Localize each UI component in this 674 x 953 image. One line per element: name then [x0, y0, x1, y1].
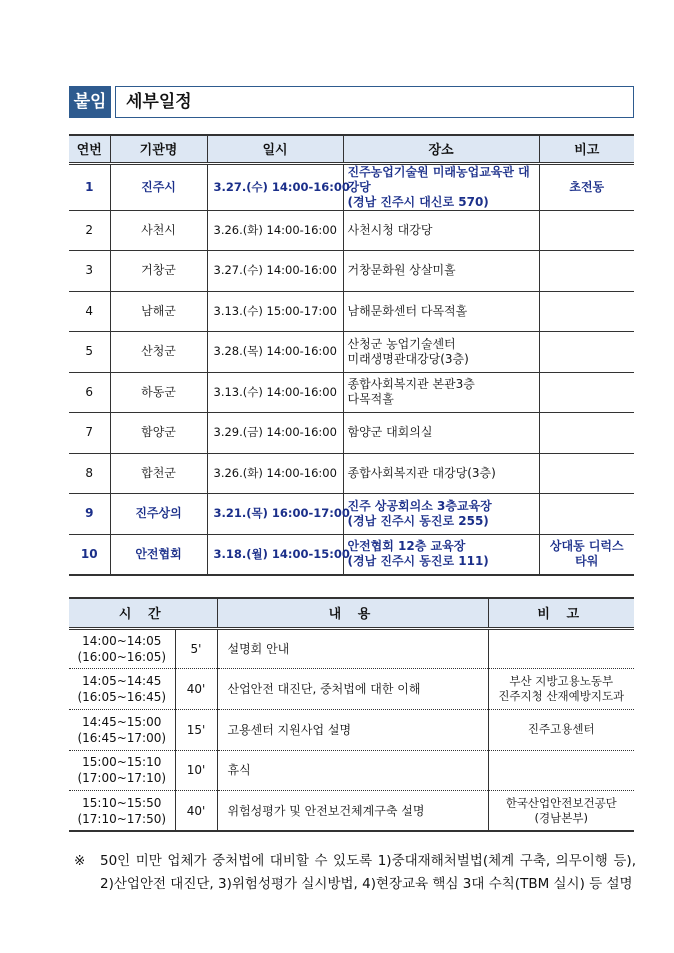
session-content: 설명회 안내 [217, 628, 488, 669]
event-datetime: 3.26.(화) 14:00-16:00 [207, 210, 343, 251]
event-note [539, 453, 634, 494]
place-line: 함양군 대회의실 [347, 425, 433, 440]
row-number: 2 [69, 210, 110, 251]
footnote [74, 850, 636, 896]
place-line: 안전협회 12층 교육장 [347, 539, 466, 553]
row-number: 7 [69, 413, 110, 454]
event-datetime: 3.28.(목) 14:00-16:00 [207, 332, 343, 373]
session-time [69, 709, 175, 750]
session-presenter [488, 628, 634, 669]
place-line: 사천시청 대강당 [347, 222, 433, 237]
event-note [539, 210, 634, 251]
org-name: 하동군 [110, 372, 207, 413]
session-duration: 15' [175, 709, 217, 750]
session-presenter [488, 791, 634, 832]
session-time [69, 750, 175, 791]
schedule-table [69, 134, 634, 576]
place-line: (경남 진주시 대신로 570) [347, 194, 489, 209]
place-line: 거창문화원 상살미홀 [347, 263, 456, 278]
time-line: 15:00~15:10 [82, 755, 162, 770]
session-content: 위험성평가 및 안전보건체계구축 설명 [217, 791, 488, 832]
event-place [343, 210, 539, 251]
session-duration: 5' [175, 628, 217, 669]
table-row [69, 750, 634, 791]
session-duration: 10' [175, 750, 217, 791]
page-header [69, 86, 634, 118]
attachment-tag: 붙임 [69, 86, 111, 118]
session-presenter [488, 669, 634, 710]
event-datetime: 3.29.(금) 14:00-16:00 [207, 413, 343, 454]
event-note [539, 413, 634, 454]
place-line: (경남 진주시 동진로 255) [347, 513, 489, 528]
table-row [69, 413, 634, 454]
table-row [69, 453, 634, 494]
table-row [69, 534, 634, 575]
session-duration: 40' [175, 791, 217, 832]
row-number: 8 [69, 453, 110, 494]
table-row [69, 291, 634, 332]
place-line: (경남 진주시 동진로 111) [347, 554, 489, 568]
row-number: 6 [69, 372, 110, 413]
event-place [343, 413, 539, 454]
session-content: 산업안전 대진단, 중처법에 대한 이해 [217, 669, 488, 710]
time-line: (17:10~17:50) [77, 811, 167, 826]
event-datetime: 3.21.(목) 16:00-17:00 [207, 494, 343, 535]
page-title: 세부일정 [115, 86, 634, 118]
event-note [539, 251, 634, 292]
col-header-time: 시 간 [69, 598, 217, 628]
session-content: 휴식 [217, 750, 488, 791]
table-row [69, 709, 634, 750]
event-note [539, 332, 634, 373]
org-name: 진주상의 [110, 494, 207, 535]
time-line: 15:10~15:50 [82, 795, 162, 810]
note-line: 상대동 디럭스 [549, 539, 624, 553]
event-datetime: 3.18.(월) 14:00-15:00 [207, 534, 343, 575]
col-header-note: 비고 [539, 135, 634, 163]
event-place [343, 453, 539, 494]
org-name: 안전협회 [110, 534, 207, 575]
row-number: 5 [69, 332, 110, 373]
place-line: 진주농업기술원 미래농업교육관 대강당 [347, 164, 530, 194]
event-place [343, 291, 539, 332]
row-number: 4 [69, 291, 110, 332]
table-row [69, 332, 634, 373]
col-header-place: 장소 [343, 135, 539, 163]
event-note [539, 291, 634, 332]
time-line: (17:00~17:10) [77, 771, 167, 786]
table-row [69, 628, 634, 669]
presenter-line: 진주지청 산재예방지도과 [498, 689, 625, 704]
place-line: 종합사회복지관 본관3층 [347, 377, 475, 392]
note-line: 초전동 [569, 179, 605, 194]
table-row [69, 210, 634, 251]
note-line: 타워 [575, 554, 599, 568]
col-header-no: 연번 [69, 135, 110, 163]
footnote-text: 50인 미만 업체가 중처법에 대비할 수 있도록 1)중대재해처벌법(체계 구축, 의무이행 등), 2)산업안전 대진단, 3)위험성평가 실시방법, 4)현장교육 핵심 3대 수칙(TBM 실시) 등 설명 [100, 853, 636, 892]
event-place [343, 534, 539, 575]
event-datetime: 3.27.(수) 14:00-16:00 [207, 163, 343, 210]
event-place [343, 332, 539, 373]
session-presenter [488, 709, 634, 750]
time-line: 14:05~14:45 [82, 674, 162, 689]
col-header-remark: 비 고 [488, 598, 634, 628]
org-name: 산청군 [110, 332, 207, 373]
org-name: 진주시 [110, 163, 207, 210]
program-table [69, 597, 634, 832]
org-name: 거창군 [110, 251, 207, 292]
table-row [69, 163, 634, 210]
time-line: (16:00~16:05) [77, 649, 167, 664]
event-place [343, 163, 539, 210]
session-duration: 40' [175, 669, 217, 710]
col-header-content: 내 용 [217, 598, 488, 628]
event-note [539, 372, 634, 413]
presenter-line: 한국산업안전보건공단 [505, 795, 617, 810]
place-line: 남해문화센터 다목적홀 [347, 303, 468, 318]
time-line: 14:00~14:05 [82, 633, 162, 648]
row-number: 9 [69, 494, 110, 535]
org-name: 사천시 [110, 210, 207, 251]
event-datetime: 3.26.(화) 14:00-16:00 [207, 453, 343, 494]
place-line: 산청군 농업기술센터 [347, 336, 456, 351]
col-header-org: 기관명 [110, 135, 207, 163]
presenter-line: 진주고용센터 [527, 722, 595, 737]
event-place [343, 372, 539, 413]
session-presenter [488, 750, 634, 791]
col-header-datetime: 일시 [207, 135, 343, 163]
event-note [539, 163, 634, 210]
session-time [69, 669, 175, 710]
presenter-line: 부산 지방고용노동부 [509, 674, 614, 689]
presenter-line: (경남본부) [534, 810, 588, 825]
time-line: (16:05~16:45) [77, 690, 167, 705]
row-number: 3 [69, 251, 110, 292]
event-datetime: 3.27.(수) 14:00-16:00 [207, 251, 343, 292]
org-name: 남해군 [110, 291, 207, 332]
org-name: 함양군 [110, 413, 207, 454]
org-name: 합천군 [110, 453, 207, 494]
table-row [69, 791, 634, 832]
reference-mark: ※ [74, 853, 86, 869]
table-row [69, 372, 634, 413]
place-line: 종합사회복지관 대강당(3층) [347, 465, 496, 480]
session-time [69, 791, 175, 832]
place-line: 미래생명관대강당(3층) [347, 351, 469, 366]
time-line: 14:45~15:00 [82, 714, 162, 729]
session-content: 고용센터 지원사업 설명 [217, 709, 488, 750]
table-row [69, 251, 634, 292]
session-time [69, 628, 175, 669]
event-datetime: 3.13.(수) 15:00-17:00 [207, 291, 343, 332]
event-place [343, 494, 539, 535]
event-note [539, 534, 634, 575]
table-row [69, 669, 634, 710]
event-place [343, 251, 539, 292]
event-datetime: 3.13.(수) 14:00-16:00 [207, 372, 343, 413]
row-number: 10 [69, 534, 110, 575]
place-line: 진주 상공회의소 3층교육장 [347, 498, 492, 513]
time-line: (16:45~17:00) [77, 730, 167, 745]
place-line: 다목적홀 [347, 392, 394, 407]
event-note [539, 494, 634, 535]
table-row [69, 494, 634, 535]
row-number: 1 [69, 163, 110, 210]
